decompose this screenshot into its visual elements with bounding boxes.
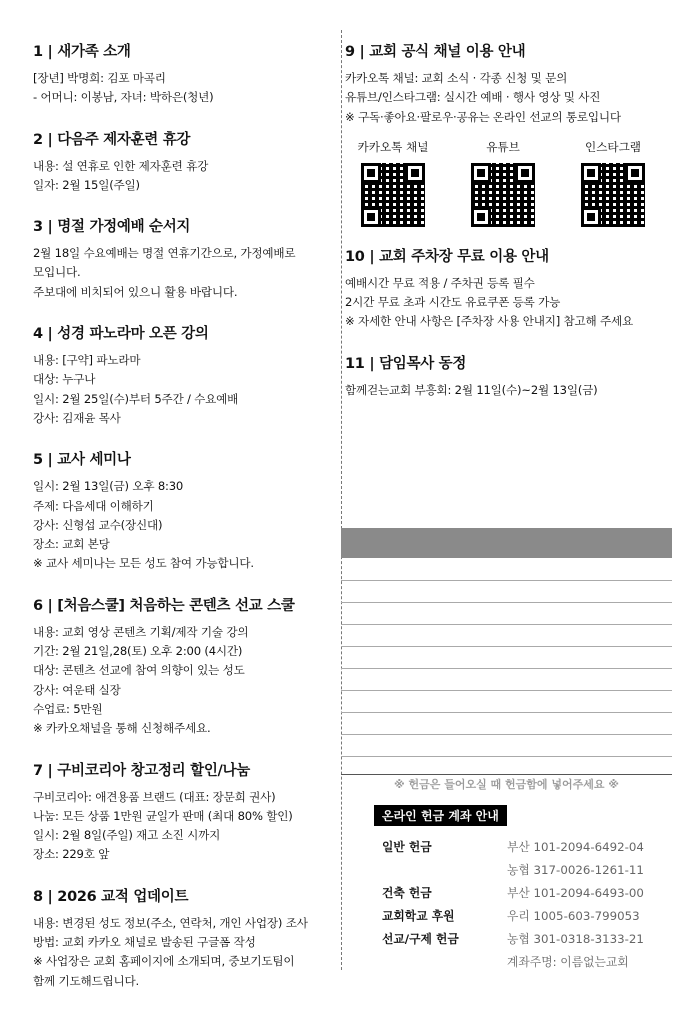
memo-line xyxy=(341,668,672,669)
section-line: 내용: [구약] 파노라마 xyxy=(33,353,141,368)
account-row xyxy=(374,928,664,951)
section-line: 일자: 2월 15일(주일) xyxy=(33,177,140,192)
section-registry-update xyxy=(33,885,333,991)
section-title: 10 | 교회 주차장 무료 이용 안내 xyxy=(345,248,549,265)
account-name xyxy=(374,859,507,882)
qr-code-icon xyxy=(471,163,535,227)
section-line: 강사: 신형섭 교수(장신대) xyxy=(33,517,163,532)
qr-code-icon xyxy=(581,163,645,227)
account-name: 일반 헌금 xyxy=(382,840,432,854)
section-line: ※ 카카오채널을 통해 신청해주세요. xyxy=(33,721,211,736)
section-line: 2월 18일 수요예배는 명절 연휴기간으로, 가정예배로 xyxy=(33,246,296,261)
section-family-worship xyxy=(33,215,333,302)
qr-code-row xyxy=(353,139,653,227)
section-line: 2시간 무료 초과 시간도 유료쿠폰 등록 가능 xyxy=(345,295,561,310)
account-holder: 계좌주명: 이름없는교회 xyxy=(507,955,629,969)
section-line: 함께걷는교회 부흥회: 2월 11일(수)~2월 13일(금) xyxy=(345,382,598,397)
account-number: 농협 317-0026-1261-11 xyxy=(507,863,644,877)
qr-label: 인스타그램 xyxy=(585,139,641,154)
memo-line xyxy=(341,774,672,775)
section-line: 대상: 콘텐츠 선교에 참여 의향이 있는 성도 xyxy=(33,663,245,678)
section-line: 유튜브/인스타그램: 실시간 예배 · 행사 영상 및 사진 xyxy=(345,90,601,105)
section-line: 함께 기도해드립니다. xyxy=(33,973,139,988)
section-title: 8 | 2026 교적 업데이트 xyxy=(33,888,189,905)
section-line: 나눔: 모든 상품 1만원 균일가 판매 (최대 80% 할인) xyxy=(33,808,293,823)
section-line: 모입니다. xyxy=(33,265,81,280)
account-info xyxy=(374,805,664,974)
qr-label: 유튜브 xyxy=(486,139,520,154)
memo-line xyxy=(341,580,672,581)
account-row xyxy=(374,882,664,905)
section-line: 카카오톡 채널: 교회 소식 · 각종 신청 및 문의 xyxy=(345,71,568,85)
section-line: 예배시간 무료 적용 / 주차권 등록 필수 xyxy=(345,275,535,290)
account-title: 온라인 헌금 계좌 안내 xyxy=(374,805,507,826)
section-line: 구비코리아: 애견용품 브랜드 (대표: 장문희 권사) xyxy=(33,789,276,804)
account-row xyxy=(374,905,664,928)
section-title: 1 | 새가족 소개 xyxy=(33,44,131,60)
section-line: 일시: 2월 13일(금) 오후 8:30 xyxy=(33,479,184,494)
section-line: 대상: 누구나 xyxy=(33,372,96,387)
column-divider xyxy=(341,30,342,970)
section-line: - 어머니: 이봉남, 자녀: 박하은(청년) xyxy=(33,90,214,105)
section-line: 강사: 여운태 실장 xyxy=(33,682,121,697)
section-title: 5 | 교사 세미나 xyxy=(33,452,131,469)
section-official-channels xyxy=(345,40,675,227)
account-name: 교회학교 후원 xyxy=(382,909,455,923)
section-line: 주제: 다음세대 이해하기 xyxy=(33,498,154,513)
account-number: 우리 1005-603-799053 xyxy=(507,909,640,923)
right-column xyxy=(345,40,675,420)
qr-label: 카카오톡 채널 xyxy=(357,139,429,154)
section-line: 장소: 229호 앞 xyxy=(33,847,110,862)
section-bible-panorama xyxy=(33,322,333,428)
section-gubi-korea xyxy=(33,759,333,865)
section-line: 일시: 2월 8일(주일) 재고 소진 시까지 xyxy=(33,828,221,843)
account-name: 건축 헌금 xyxy=(382,886,432,900)
account-number: 농협 301-0318-3133-21 xyxy=(507,932,644,946)
section-line: 기간: 2월 21일,28(토) 오후 2:00 (4시간) xyxy=(33,644,243,659)
account-number: 부산 101-2094-6492-04 xyxy=(507,840,644,854)
section-title: 2 | 다음주 제자훈련 휴강 xyxy=(33,131,191,148)
section-title: 7 | 구비코리아 창고정리 할인/나눔 xyxy=(33,762,250,779)
section-content-school xyxy=(33,594,333,739)
qr-youtube[interactable] xyxy=(463,139,543,227)
section-discipleship-break xyxy=(33,128,333,196)
memo-line xyxy=(341,690,672,691)
section-teacher-seminar xyxy=(33,448,333,573)
qr-code-icon xyxy=(361,163,425,227)
section-title: 6 | [처음스쿨] 처음하는 콘텐츠 선교 스쿨 xyxy=(33,597,295,614)
section-line: ※ 구독·좋아요·팔로우·공유는 온라인 선교의 통로입니다 xyxy=(345,109,621,124)
section-title: 3 | 명절 가정예배 순서지 xyxy=(33,219,191,236)
offering-note: ※ 헌금은 들어오실 때 헌금함에 넣어주세요 ※ xyxy=(393,778,619,791)
left-column xyxy=(33,40,333,1011)
section-parking xyxy=(345,245,675,332)
qr-instagram[interactable] xyxy=(573,139,653,227)
account-name xyxy=(374,951,507,974)
section-line: [장년] 박명희: 김포 마곡리 xyxy=(33,71,166,85)
section-pastor-news xyxy=(345,352,675,400)
section-line: 수업료: 5만원 xyxy=(33,701,103,716)
memo-header-bar xyxy=(341,528,672,558)
section-line: 강사: 김재윤 목사 xyxy=(33,410,121,425)
qr-kakao[interactable] xyxy=(353,139,433,227)
account-row xyxy=(374,836,664,859)
section-line: 주보대에 비치되어 있으니 활용 바랍니다. xyxy=(33,284,238,299)
section-line: 일시: 2월 25일(수)부터 5주간 / 수요예배 xyxy=(33,391,239,406)
account-name: 선교/구제 헌금 xyxy=(382,932,459,946)
memo-line xyxy=(341,734,672,735)
section-title: 4 | 성경 파노라마 오픈 강의 xyxy=(33,326,209,343)
memo-line xyxy=(341,712,672,713)
memo-line xyxy=(341,602,672,603)
account-row xyxy=(374,859,664,882)
account-number: 부산 101-2094-6493-00 xyxy=(507,886,644,900)
section-line: ※ 자세한 안내 사항은 [주차장 사용 안내지] 참고해 주세요 xyxy=(345,314,634,329)
section-line: 방법: 교회 카카오 채널로 발송된 구글폼 작성 xyxy=(33,935,256,950)
section-title: 9 | 교회 공식 채널 이용 안내 xyxy=(345,44,526,60)
section-line: 내용: 변경된 성도 정보(주소, 연락처, 개인 사업장) 조사 xyxy=(33,915,308,930)
section-new-family xyxy=(33,40,333,108)
section-line: ※ 사업장은 교회 홈페이지에 소개되며, 중보기도팀이 xyxy=(33,954,295,969)
memo-line xyxy=(341,624,672,625)
account-row xyxy=(374,951,664,974)
section-line: ※ 교사 세미나는 모든 성도 참여 가능합니다. xyxy=(33,556,254,571)
section-line: 내용: 교회 영상 콘텐츠 기획/제작 기술 강의 xyxy=(33,624,249,639)
memo-line xyxy=(341,756,672,757)
section-title: 11 | 담임목사 동정 xyxy=(345,355,467,372)
section-line: 장소: 교회 본당 xyxy=(33,537,110,552)
section-line: 내용: 설 연휴로 인한 제자훈련 휴강 xyxy=(33,158,209,173)
memo-line xyxy=(341,646,672,647)
